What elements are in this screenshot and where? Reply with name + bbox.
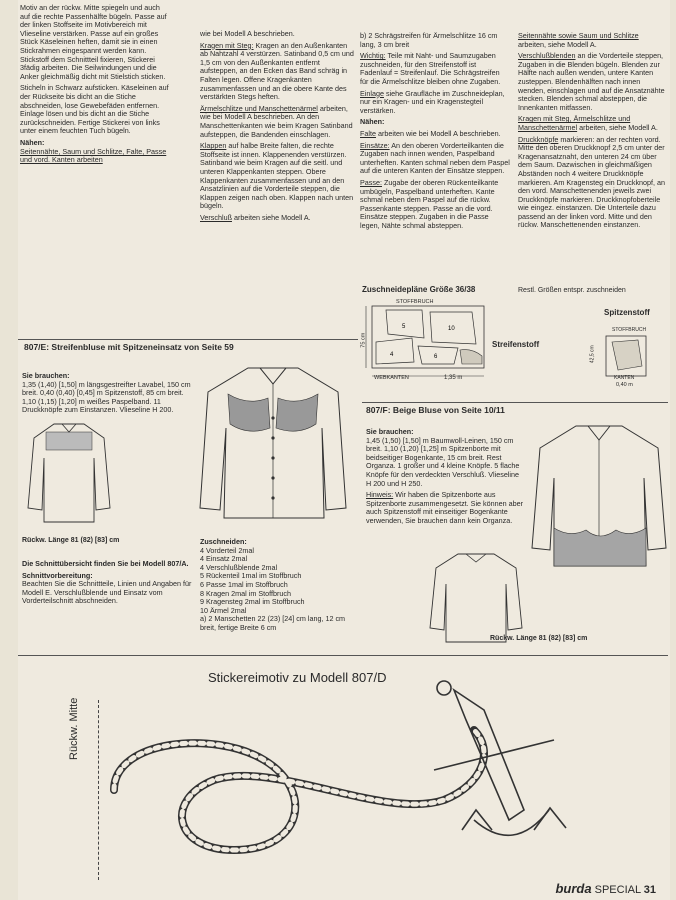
rope-anchor-motif	[104, 680, 574, 880]
list-item: 4 Vorderteil 2mal	[200, 545, 254, 555]
list-item: 4 Verschlußblende 2mal	[200, 562, 278, 572]
divider	[18, 339, 358, 340]
streifenstoff-label: Streifenstoff	[492, 340, 540, 349]
section-e-zuschneiden	[200, 538, 356, 633]
col3-naehen-head: Nähen:	[360, 117, 385, 127]
section-e-title: 807/E: Streifenbluse mit Spitzeneinsatz von Seite 59	[24, 342, 234, 352]
list-item: 9 Kragensteg 2mal im Stoffbruch	[200, 597, 305, 607]
column-2	[200, 30, 356, 225]
sticker-side-label: Rückw. Mitte	[68, 697, 80, 760]
piece-label: 10	[448, 326, 455, 332]
col4-seiten-head: Seitennähte sowie Saum und Schlitze	[518, 31, 639, 40]
column-1	[20, 4, 170, 168]
piece-label: 6	[434, 354, 438, 360]
section-f-ruck: Rückw. Länge 81 (82) [83] cm	[490, 635, 588, 642]
col2-aermel-head: Ärmelschlitze und Manschettenärmel	[200, 103, 318, 113]
blouse-front-sketch-f	[530, 418, 668, 576]
divider	[362, 402, 668, 403]
magazine-page	[18, 0, 670, 900]
col4-druck-text: markieren: an der rechten vord. Mitte den oberen Druckknopf 2,5 cm unter der Kragenansatznaht, den unteren 24 cm über dem Saum. Dazwischen in gleichmäßigen Abständen noch 4 weitere Druckknöpfe markieren. Am Kragensteg ein Druckknopf, an den vord. Manschettenenden jeweils zwei Druckknöpfe markieren. Druckknopfoberteile wie eingez. einstanzen. Die Unterteile dazu passend an der linken vord. Mitte und den rückw. Manschettenenden einstanzen.	[518, 134, 666, 230]
stoffbruch2-label: STOFFBRUCH	[612, 327, 647, 333]
section-e-vorb-text: Beachten Sie die Schnittteile, Linien und Angaben für Modell E. Verschlußblende und Einsatz vom Vorderteilschnitt abschneiden.	[22, 579, 192, 606]
zuschneide-restl: Restl. Größen entspr. zuschneiden	[518, 287, 626, 294]
blouse-back-sketch-e	[24, 418, 114, 528]
col4-druck-head: Druckknöpfe	[518, 134, 559, 144]
brand-logo: burda	[555, 881, 592, 896]
col3-einsaetze-head: Einsätze:	[360, 140, 390, 150]
section-f-title: 807/F: Beige Bluse von Seite 10/11	[366, 405, 505, 415]
column-4	[518, 32, 666, 233]
col2-para1: wie bei Modell A beschrieben.	[200, 29, 295, 38]
col2-klappen-head: Klappen	[200, 141, 227, 151]
spitze-h-label: 42,5 cm	[589, 345, 596, 364]
col3-item-b: b) 2 Schrägstreifen für Ärmelschlitze 16 cm lang, 3 cm breit	[360, 31, 498, 49]
brand-special: SPECIAL	[594, 884, 641, 896]
section-e-left	[22, 560, 194, 609]
section-e-uebersicht: Die Schnittübersicht finden Sie bei Modell 807/A.	[22, 559, 189, 568]
col1-naehen-head: Nähen:	[20, 137, 45, 147]
spitze-w-label: 0,40 m	[616, 382, 633, 388]
col3-passe-text: Zugabe der oberen Rückenteilkante umbügeln, Paspelband unterheften. Kante schmal neben dem Paspel auf die rückw. Passenkante steppen. Passe an die vord. Einsätze steppen. Zugaben in die Passe legen, Nähte schmal absteppen.	[360, 177, 499, 230]
col2-klappen-text: auf halbe Breite falten, die rechte Stoffseite ist innen. Klappenenden verstürzen. Satinband wie beim Kragen auf die seitl. und unteren Klappenkanten steppen. Obere Klappenkanten zusammenfassen und an den Ansatzlinien auf die Vorderteile steppen, die Klappen zeigen nach oben. Klappen nach unten bügeln.	[200, 141, 354, 211]
col4-verschluss-head: Verschlußblenden	[518, 51, 576, 61]
height-label: 75 cm	[360, 332, 367, 348]
list-item: 6 Passe 1mal im Stoffbruch	[200, 579, 288, 589]
piece-label: 4	[390, 352, 394, 358]
column-3	[360, 32, 510, 233]
section-e-ruck: Rückw. Länge 81 (82) [83] cm	[22, 537, 120, 544]
list-item: 4 Einsatz 2mal	[200, 554, 248, 564]
col3-falte-head: Falte	[360, 128, 376, 138]
col3-wichtig-head: Wichtig:	[360, 51, 386, 61]
col1-para2: Sticheln in Schwarz aufsticken. Käseleinen auf der Rückseite bis dicht an die Stiche abschneiden, lose Gewebefäden entfernen. Einlage lösen und bis dicht an die Stiche zurückschneiden. Fertige Stickerei von links unter einem feuchten Tuch bügeln.	[20, 83, 169, 136]
col3-einlage-text: siehe Graufläche im Zuschneideplan, nur ein Kragen- und ein Kragenstegteil verstärken.	[360, 88, 505, 115]
col1-para1: Motiv an der rückw. Mitte spiegeln und auch auf die rechte Passenhälfte bügeln. Passe auf der linken Stoffseite im Motivbereich mit Vlieseline verstärken. Passe auf ein großes Stück Käseleinen heften, damit sie in einen Stickrahmen eingespannt werden kann. Stickstoff dem Schnittteil fixieren, Stickerei 3fädig arbeiten. Die Seilwindungen und die Anker gleichmäßig dicht mit Stielstich sticken.	[20, 3, 167, 81]
list-item: 10 Ärmel 2mal	[200, 605, 247, 615]
section-f-hinweis-text: Wir haben die Spitzenborte aus Spitzenborte zusammengesetzt. Sie können aber auch Spitzenstoff mit einseitiger Bogenkante verwenden, Sie brauchen dann kein Organza.	[366, 490, 524, 525]
col2-verschluss-text: arbeiten siehe Modell A.	[233, 212, 311, 222]
section-f-sie-text: 1,45 (1,50) [1,50] m Baumwoll-Leinen, 150 cm breit. 1,10 (1,20) [1,25] m Spitzenborte mit beidseitiger Bogenkante, 15 cm breit. Rest Organza. 1 großer und 4 kleine Knöpfe. 5 flache Knöpfe für den verdeckten Verschluß. Vlieseline H 200 und H 250.	[366, 435, 520, 488]
spitzenstoff-label: Spitzenstoff	[604, 308, 650, 317]
list-item: 5 Rückenteil 1mal im Stoffbruch	[200, 571, 302, 581]
col3-wichtig-text: Teile mit Naht- und Saumzugaben zuschneiden, für den Streifenstoff ist Fadenlauf = Streifenlauf. Die Schrägstreifen für die Ärmelschlitze bleiben ohne Zugaben.	[360, 51, 501, 86]
col4-verschluss-text: an die Vorderteile steppen, Zugaben in die Blenden bügeln. Blenden zur Hälfte nach außen wenden, untere Kanten zusteppen. Blendenhälften nach innen wenden, einschlagen und auf die Ansatznähte stecken. Blenden schmal absteppen, die Innenkanten mitfassen.	[518, 51, 665, 112]
page-number: 31	[643, 884, 656, 896]
section-e-sie	[22, 372, 192, 418]
webkanten-label: WEBKANTEN	[374, 375, 409, 381]
width-label: 1,35 m	[444, 375, 463, 381]
section-f-hinweis-head: Hinweis:	[366, 490, 394, 500]
section-f-sie-head: Sie brauchen:	[366, 427, 414, 436]
section-e-zus-list	[200, 547, 356, 633]
zuschneide-title: Zuschneidepläne Größe 36/38	[362, 285, 476, 294]
col4-kragen-head: Kragen mit Steg, Ärmelschlitze und Manschettenärmel	[518, 114, 631, 132]
piece-label: 5	[402, 324, 406, 330]
section-e-zus-head: Zuschneiden:	[200, 537, 247, 546]
col4-kragen-text: arbeiten, siehe Modell A.	[579, 122, 658, 132]
page-footer	[555, 881, 656, 896]
section-e-sie-text: 1,35 (1,40) [1,50] m längsgestreifter Lavabel, 150 cm breit. 0,40 (0,40) [0,45] m Spitzenstoff, 85 cm breit. 1,10 (1,15) [1,20] m weißes Paspelband. 11 Druckknöpfe zum Einstanzen. Vlieseline H 200.	[22, 379, 191, 415]
list-item: 8 Kragen 2mal im Stoffbruch	[200, 588, 291, 598]
stoffbruch-label: STOFFBRUCH	[396, 299, 434, 305]
section-e-sie-head: Sie brauchen:	[22, 371, 70, 380]
col2-kragen-head: Kragen mit Steg:	[200, 40, 254, 50]
blouse-front-sketch-e	[198, 358, 348, 528]
col3-einsaetze-text: An den oberen Vorderteilkanten die Zugaben nach innen wenden, Paspelband unterheften. Kanten schmal neben dem Paspel auf die unteren Kanten der Einsätze steppen.	[360, 140, 510, 176]
col2-verschluss-head: Verschluß	[200, 212, 232, 222]
col3-passe-head: Passe:	[360, 177, 382, 187]
section-f-text	[366, 428, 524, 529]
list-item: a) 2 Manschetten 22 (23) [24] cm lang, 12 cm breit, fertige Breite 6 cm	[200, 614, 346, 632]
divider	[18, 655, 668, 656]
kanten-label: KANTEN	[614, 375, 635, 381]
col3-einlage-head: Einlage	[360, 88, 384, 98]
center-line	[98, 700, 99, 880]
sticker-title: Stickereimotiv zu Modell 807/D	[208, 670, 387, 685]
section-e-vorb-head: Schnittvorbereitung:	[22, 570, 93, 580]
col4-seiten-text: arbeiten, siehe Modell A.	[518, 39, 597, 49]
col2-kragen-text: Kragen an den Außenkanten ab Nahtzahl 4 verstürzen. Satinband 0,5 cm und 1,5 cm von den Außenkanten entfernt aufsteppen, an den Ecken das Band schräg in Falten legen. Offene Kragenkanten zusammenfassen und an die obere Kante des verstärkten Stegs heften.	[200, 40, 354, 102]
blouse-back-sketch-f	[426, 548, 526, 648]
col2-aermel-text: arbeiten, wie bei Modell A beschrieben. An den Manschettenkanten wie beim Kragen Satinband aufsteppen, die Bandenden einschlagen.	[200, 103, 353, 139]
col3-falte-text: arbeiten wie bei Modell A beschrieben.	[377, 128, 501, 138]
col1-naehen-text: Seitennähte, Saum und Schlitze, Falte, Passe und vord. Kanten arbeiten	[20, 146, 167, 165]
